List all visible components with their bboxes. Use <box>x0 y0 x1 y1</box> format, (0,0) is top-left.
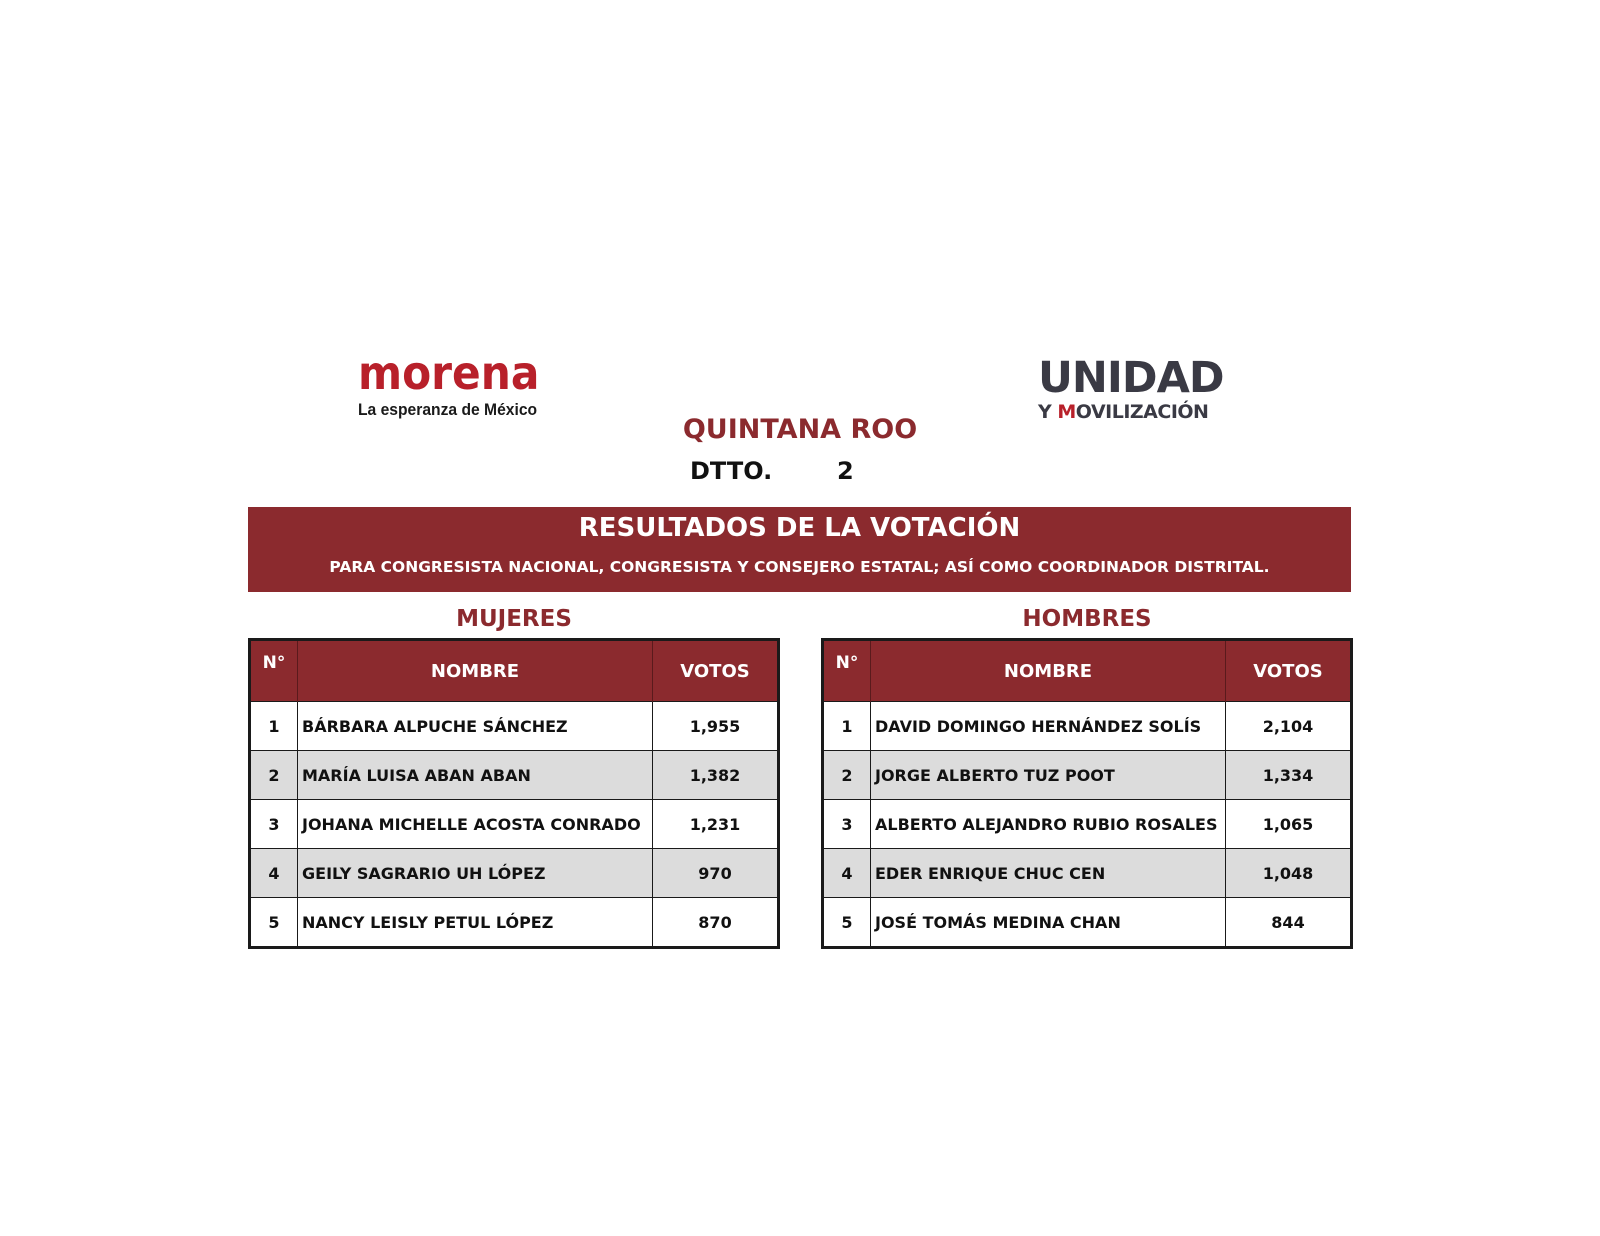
district-number: 2 <box>837 457 854 485</box>
morena-logo-wordmark: morena <box>358 346 540 400</box>
candidate-name: JOHANA MICHELLE ACOSTA CONRADO <box>298 800 653 849</box>
candidate-name: DAVID DOMINGO HERNÁNDEZ SOLÍS <box>871 702 1226 751</box>
vote-count: 1,382 <box>653 751 779 800</box>
row-number: 3 <box>250 800 298 849</box>
vote-count: 970 <box>653 849 779 898</box>
table-row <box>250 898 779 948</box>
row-number: 4 <box>823 849 871 898</box>
vote-count: 1,065 <box>1226 800 1352 849</box>
row-number: 2 <box>823 751 871 800</box>
row-number: 5 <box>823 898 871 948</box>
district-label: DTTO. <box>690 457 773 485</box>
vote-count: 1,048 <box>1226 849 1352 898</box>
vote-count: 1,334 <box>1226 751 1352 800</box>
state-title: QUINTANA ROO <box>682 414 918 445</box>
unidad-logo-sub-rest: OVILIZACIÓN <box>1075 401 1209 423</box>
row-number: 5 <box>250 898 298 948</box>
table-row <box>250 702 779 751</box>
column-header-name: NOMBRE <box>298 640 653 702</box>
row-number: 4 <box>250 849 298 898</box>
candidate-name: BÁRBARA ALPUCHE SÁNCHEZ <box>298 702 653 751</box>
column-header-votes: VOTOS <box>653 640 779 702</box>
candidate-name: NANCY LEISLY PETUL LÓPEZ <box>298 898 653 948</box>
table-row <box>823 751 1352 800</box>
table-row <box>823 849 1352 898</box>
banner-title: RESULTADOS DE LA VOTACIÓN <box>578 513 1021 543</box>
table-row <box>823 898 1352 948</box>
vote-count: 870 <box>653 898 779 948</box>
morena-logo-tagline: La esperanza de México <box>358 400 538 419</box>
unidad-logo-sub-prefix: Y <box>1038 401 1058 423</box>
column-header-votes: VOTOS <box>1226 640 1352 702</box>
men-section-title: HOMBRES <box>1022 606 1152 632</box>
banner-subtitle: PARA CONGRESISTA NACIONAL, CONGRESISTA Y CONSEJERO ESTATAL; ASÍ COMO COORDINADOR DISTRITAL. <box>329 558 1270 576</box>
table-row <box>250 751 779 800</box>
candidate-name: ALBERTO ALEJANDRO RUBIO ROSALES <box>871 800 1226 849</box>
table-row <box>823 800 1352 849</box>
table-header-row <box>823 640 1352 702</box>
table-row <box>250 849 779 898</box>
results-banner <box>248 507 1351 592</box>
table-row <box>823 702 1352 751</box>
row-number: 1 <box>250 702 298 751</box>
table-header-row <box>250 640 779 702</box>
row-number: 1 <box>823 702 871 751</box>
candidate-name: EDER ENRIQUE CHUC CEN <box>871 849 1226 898</box>
women-results-table <box>248 638 780 949</box>
candidate-name: MARÍA LUISA ABAN ABAN <box>298 751 653 800</box>
row-number: 2 <box>250 751 298 800</box>
candidate-name: JOSÉ TOMÁS MEDINA CHAN <box>871 898 1226 948</box>
unidad-logo-wordmark: UNIDAD <box>1038 353 1224 403</box>
vote-count: 844 <box>1226 898 1352 948</box>
candidate-name: GEILY SAGRARIO UH LÓPEZ <box>298 849 653 898</box>
table-row <box>250 800 779 849</box>
row-number: 3 <box>823 800 871 849</box>
column-header-number: N° <box>823 640 871 702</box>
candidate-name: JORGE ALBERTO TUZ POOT <box>871 751 1226 800</box>
vote-count: 1,955 <box>653 702 779 751</box>
column-header-name: NOMBRE <box>871 640 1226 702</box>
vote-count: 2,104 <box>1226 702 1352 751</box>
unidad-logo-sub-accent: M <box>1057 401 1076 423</box>
women-section-title: MUJERES <box>456 606 572 632</box>
column-header-number: N° <box>250 640 298 702</box>
men-results-table <box>821 638 1353 949</box>
vote-count: 1,231 <box>653 800 779 849</box>
